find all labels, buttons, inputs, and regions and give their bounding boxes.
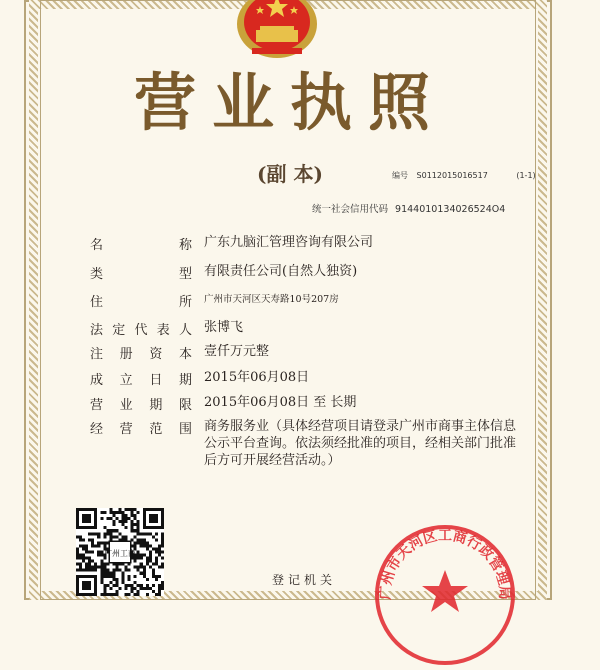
field-value: 2015年06月08日 至 长期 bbox=[204, 395, 357, 410]
qr-logo-text: 广州工商 bbox=[104, 548, 136, 558]
field-value: 广东九脑汇管理咨询有限公司 bbox=[204, 235, 374, 250]
qr-code bbox=[76, 508, 164, 596]
field-label: 名 称 bbox=[90, 238, 192, 253]
credit-code-label: 统一社会信用代码 bbox=[312, 204, 389, 215]
page-indicator: (1-1) bbox=[516, 171, 536, 180]
field-label: 类 型 bbox=[90, 267, 192, 282]
field-value: 2015年06月08日 bbox=[204, 370, 310, 385]
serial-value: S0112015016517 bbox=[416, 171, 488, 180]
field-label: 法 定 代 表 人 bbox=[90, 323, 192, 338]
field-label: 住 所 bbox=[90, 295, 192, 310]
certificate-subtitle: (副 本) bbox=[257, 162, 323, 186]
credit-code bbox=[312, 201, 505, 215]
field-value: 商务服务业（具体经营项目请登录广州市商事主体信息公示平台查询。依法须经批准的项目，经相关部门批准后方可开展经营活动。） bbox=[204, 419, 517, 468]
serial-label: 编号 bbox=[392, 171, 408, 180]
serial-number bbox=[392, 170, 536, 181]
field-label: 注 册 资 本 bbox=[90, 347, 192, 362]
field-label: 经 营 范 围 bbox=[90, 422, 192, 437]
national-emblem-icon bbox=[234, 0, 320, 60]
registration-authority-label: 登记机关 bbox=[272, 573, 337, 587]
field-label: 营 业 期 限 bbox=[90, 398, 192, 413]
field-value: 壹仟万元整 bbox=[204, 344, 270, 359]
official-seal-icon bbox=[370, 520, 520, 670]
field-value: 广州市天河区天寿路10号207房 bbox=[204, 294, 339, 305]
field-label: 成 立 日 期 bbox=[90, 373, 192, 388]
certificate-title: 营业执照 bbox=[133, 66, 446, 139]
credit-code-value: 9144010134026524O4 bbox=[395, 204, 506, 215]
seal-text: 广州市天河区工商行政管理局 bbox=[377, 528, 513, 600]
field-value: 有限责任公司(自然人独资) bbox=[204, 264, 358, 279]
field-value: 张博飞 bbox=[204, 320, 244, 335]
